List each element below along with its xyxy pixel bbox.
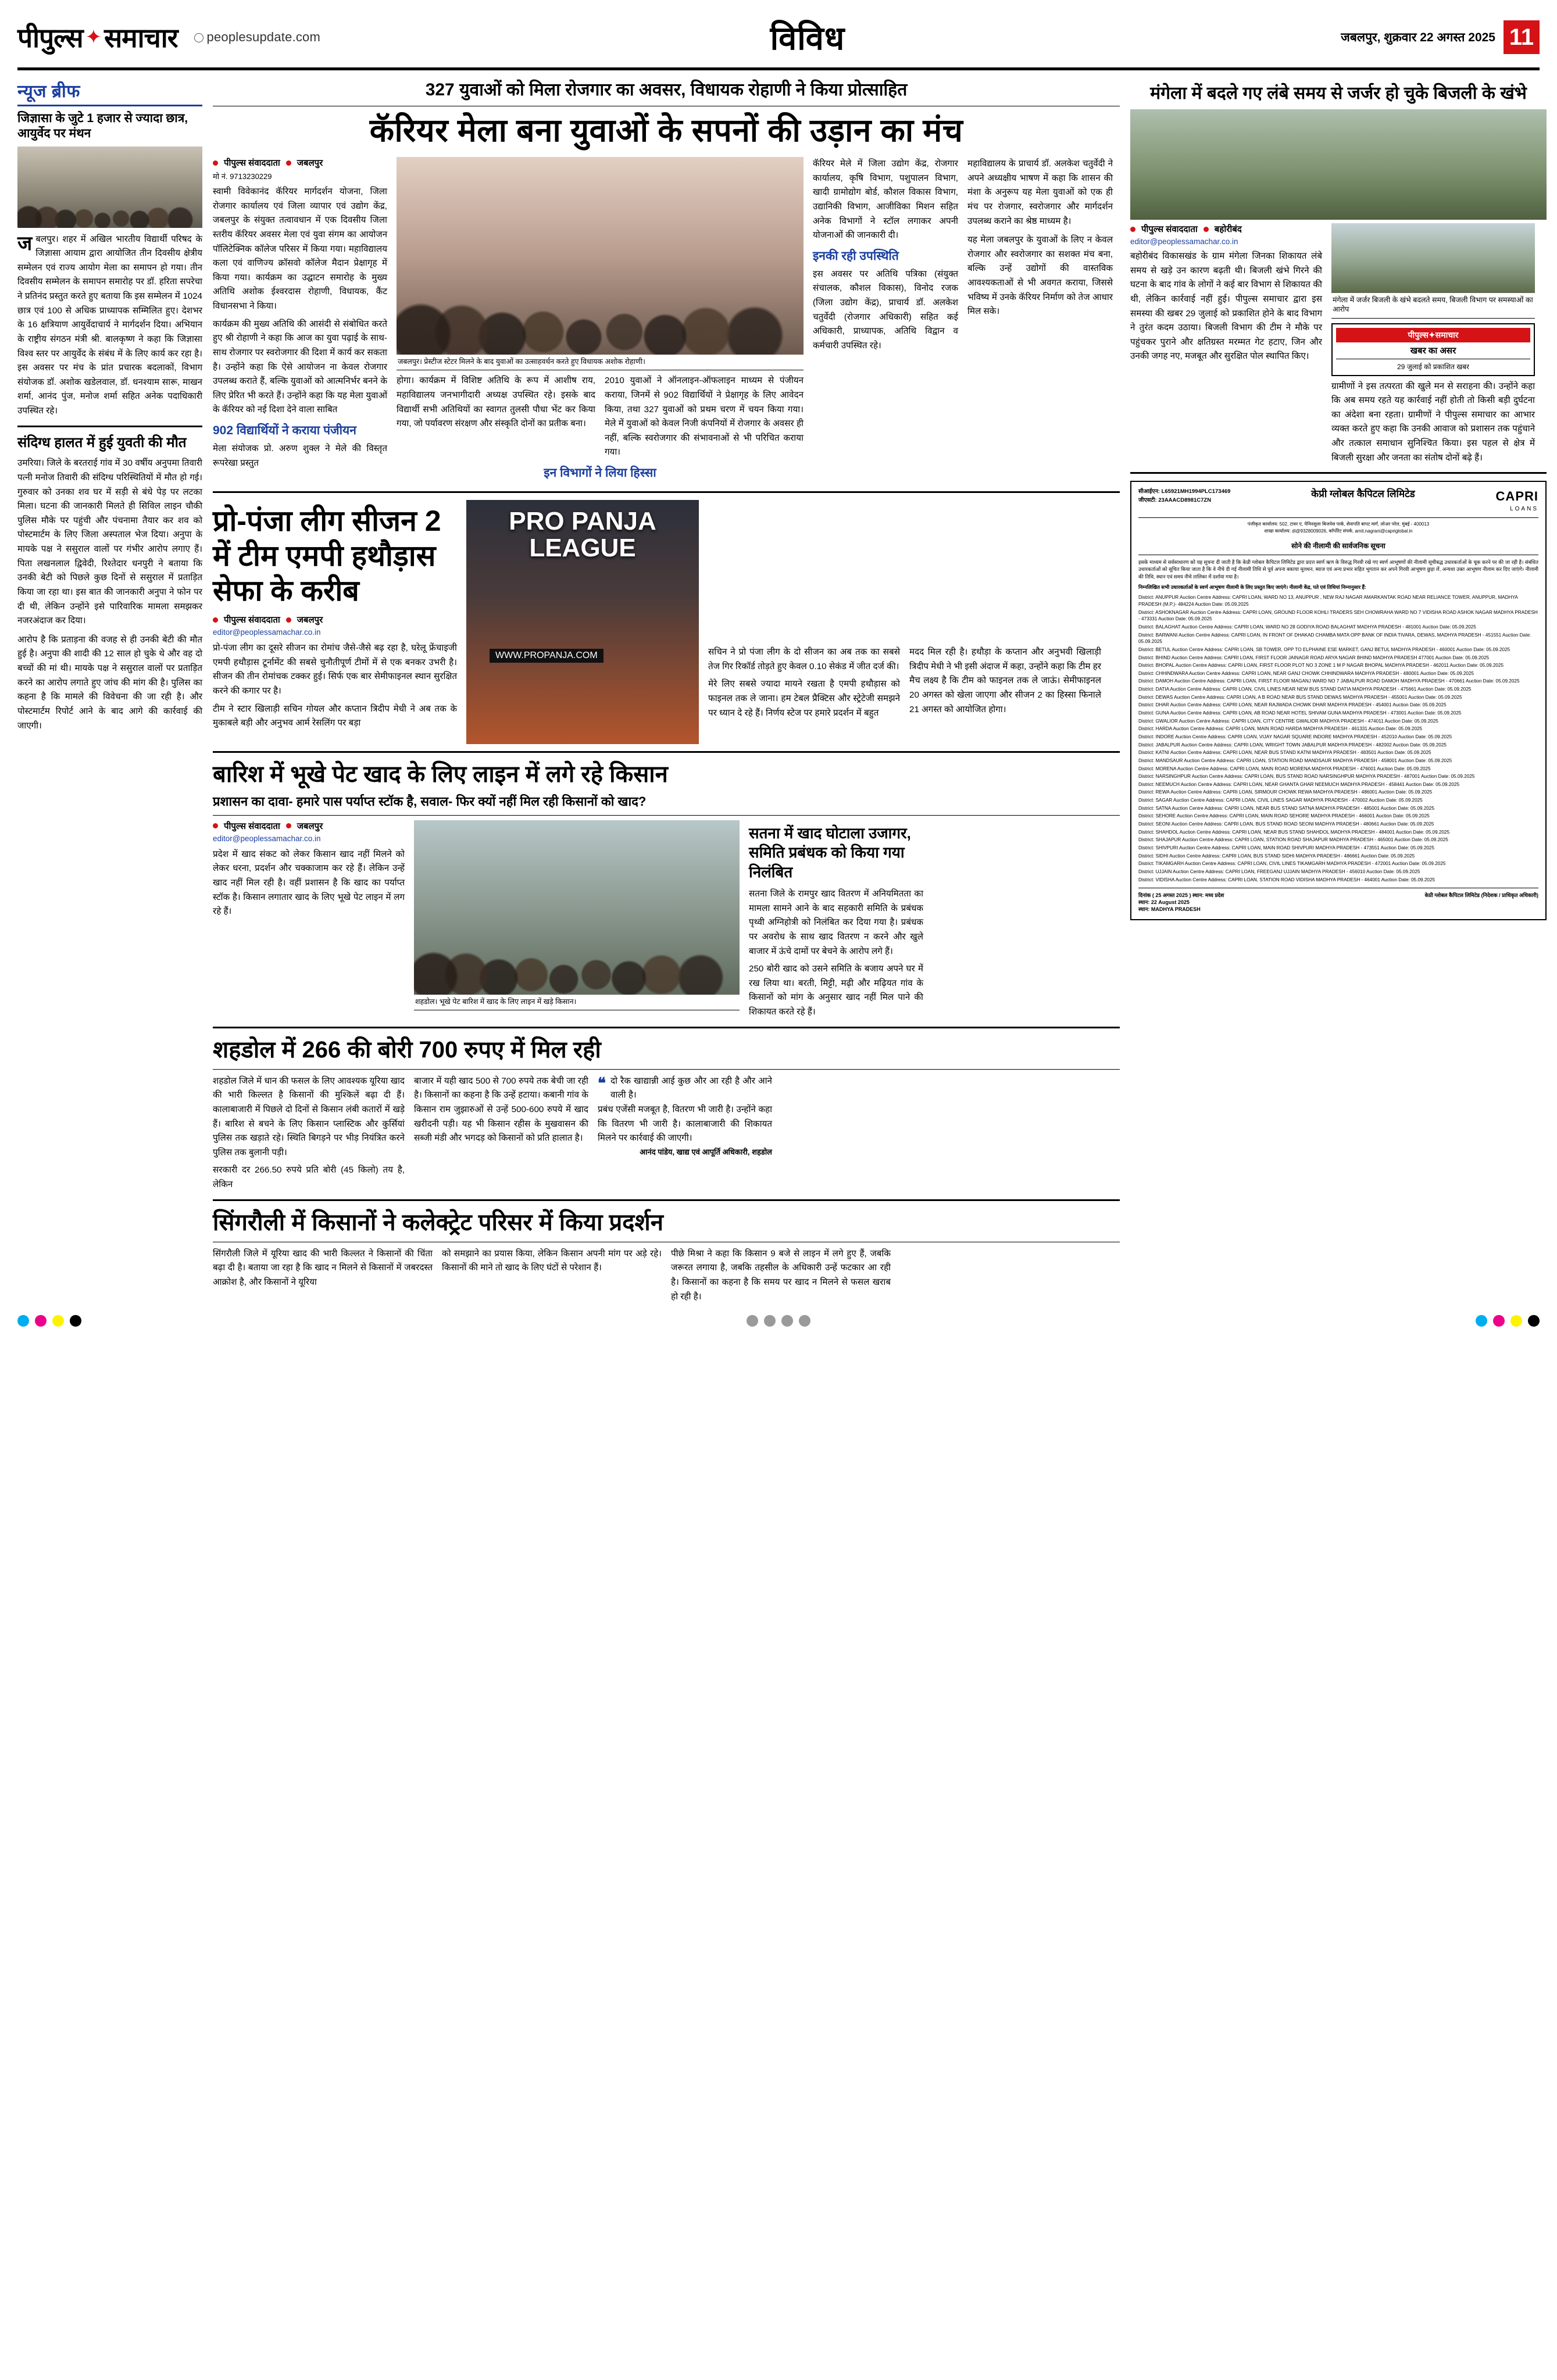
news-brief-heading: न्यूज ब्रीफ	[17, 78, 202, 106]
auction-entry: District: BHIND Auction Centre Address: CAPRI LOAN, FIRST FLOOR JAINAGR ROAD ARYA NAGAR BHIND MADHYA PRADESH 477001 Auction Date: 05.09.2025	[1138, 655, 1490, 660]
publication-logo[interactable]	[17, 19, 378, 55]
shahdol-headline: शहडोल में 266 की बोरी 700 रुपए में मिल रही	[213, 1037, 601, 1063]
propanja-body-p1: प्रो-पंजा लीग का दूसरे सीजन का रोमांच जैसे-जैसे बढ़ रहा है, घरेलू फ्रेंचाइजी एमपी हथौड़ास टूर्नामेंट की सबसे चुनौतीपूर्ण टीमों में से एक बनकर उभरी है। सीजन की तीन रोमांचक टक्कर हुई। सिर्फ एक बार सेमीफाइनल स्थान सुरक्षित करने की कगार पर है।	[213, 643, 457, 696]
shahdol-col-1	[213, 1074, 405, 1192]
auction-entry: District: KATNI Auction Centre Address: CAPRI LOAN, NEAR BUS STAND KATNI MADHYA PRADESH - 483501 Auction Date: 05.09.2025	[1138, 750, 1431, 756]
auction-entry: District: SEHORE Auction Centre Address: CAPRI LOAN, MAIN ROAD SEHORE MADHYA PRADESH - 466001 Auction Date: 05.09.2025	[1138, 813, 1430, 819]
auction-entry: District: SHAHDOL Auction Centre Address: CAPRI LOAN, NEAR BUS STAND SHAHDOL MADHYA PRADESH - 484001 Auction Date: 05.09.2025	[1138, 829, 1450, 835]
right-rail	[1130, 78, 1547, 1304]
auction-entry: District: MORENA Auction Centre Address: CAPRI LOAN, MAIN ROAD MORENA MADHYA PRADESH - 476001 Auction Date: 05.09.2025	[1138, 766, 1431, 771]
left-second-body-p2: आरोप है कि प्रताड़ना की वजह से ही उनकी बेटी की मौत हुई है। अनुपा की शादी की 12 साल हो चुके थे और वह दो बच्चों की मां थी। मायके पक्ष ने ससुराल वालों पर प्रताड़ित करने का आरोप लगाते हुए जांच की मांग की है। पुलिस का कहना है कि मामले की विवेचना की जा रही है। और पोस्टमार्टम रिपोर्ट आने के बाद आगे की कार्रवाई की जाएगी।	[17, 634, 202, 731]
main-principal-body: महाविद्यालय के प्राचार्य डॉ. अलकेश चतुर्वेदी ने अपने अध्यक्षीय भाषण में कहा कि शासन की मंशा के अनुरूप यह मेला युवाओं को एक ही मंच पर रोजगार, स्वरोजगार और मार्गदर्शन उपलब्ध कराने का श्रेष्ठ माध्यम है।	[967, 159, 1113, 226]
khad-col-3	[749, 820, 923, 1020]
right-byline-city: बहोरीबंद	[1214, 224, 1242, 234]
auction-entry: District: MANDSAUR Auction Centre Address: CAPRI LOAN, STATION ROAD MANDSAUR MADHYA PRADESH - 458001 Auction Date: 05.09.2025	[1138, 757, 1452, 763]
color-dot-cyan-2	[1476, 1315, 1487, 1327]
color-dot-cyan	[17, 1315, 29, 1327]
propanja-byline-mail[interactable]: editor@peoplessamachar.co.in	[213, 628, 321, 637]
logo-mark	[17, 19, 178, 55]
shahdol-body-p1: शहडोल जिले में धान की फसल के लिए आवश्यक यूरिया खाद की भारी किल्लत है किसानों की मुश्किलें बढ़ा दी हैं। कालाबाजारी में पिछले दो दिनों से किसान लंबी कतारों में खड़े हैं। बारिश से बचने के लिए किसान प्लास्टिक और कुर्सियां पुलिस तक खड़ाते रहे। स्थिति बिगड़ने पर भीड़ नियंत्रित करने पुलिस तक बुलानी पड़ी।	[213, 1075, 405, 1157]
main-dept-body: कॅरियर मेले में जिला उद्योग केंद्र, रोजगार कार्यालय, कृषि विभाग, पशुपालन विभाग, खादी ग्रामोद्योग बोर्ड, कौशल विकास विभाग, उद्यानिकी विभाग, आजीविका मिशन सहित अनेक विभागों ने स्टॉल लगाकर अपनी योजनाओं की जानकारी दी।	[813, 159, 958, 241]
ad-address-1: पंजीकृत कार्यालय: 502, टावर ए, पेनिनसुला बिजनेस पार्क, सेनापति बापट मार्ग, लोअर परेल, मुंबई - 400013	[1247, 521, 1430, 527]
color-dot-grey-3	[781, 1315, 793, 1327]
auction-entry: District: SATNA Auction Centre Address: CAPRI LOAN, NEAR BUS STAND SATNA MADHYA PRADESH - 485001 Auction Date: 05.09.2025	[1138, 805, 1435, 811]
color-dot-yellow-2	[1510, 1315, 1522, 1327]
left-rail	[17, 78, 202, 1304]
propanja-col-1	[213, 500, 457, 744]
website-url: peoplesupdate.com	[206, 30, 320, 44]
brand-box-title: पीपुल्स✦समाचार	[1336, 328, 1530, 342]
cin-label: सीआईएन:	[1138, 488, 1160, 495]
capri-logo-text: CAPRI	[1495, 489, 1538, 504]
right-photo-2	[1331, 223, 1535, 293]
auction-entry: District: REWA Auction Centre Address: CAPRI LOAN, SIRMOUR CHOWK REWA MADHYA PRADESH - 486001 Auction Date: 05.09.2025	[1138, 789, 1433, 795]
color-dot-grey-1	[747, 1315, 758, 1327]
auction-entry: District: SAGAR Auction Centre Address: CAPRI LOAN, CIVIL LINES SAGAR MADHYA PRADESH - 470002 Auction Date: 05.09.2025	[1138, 798, 1423, 803]
auction-entry: District: JABALPUR Auction Centre Address: CAPRI LOAN, WRIGHT TOWN JABALPUR MADHYA PRADESH - 482002 Auction Date: 05.09.2025	[1138, 742, 1447, 748]
khad-col-2	[414, 820, 740, 1020]
singrauli-col-2	[442, 1247, 662, 1305]
edition-date: जबलपुर, शुक्रवार 22 अगस्त 2025	[1341, 31, 1495, 44]
bullet-icon-8	[1204, 227, 1209, 232]
main-body-p3: होगा। कार्यक्रम में विशिष्ट अतिथि के रूप में आशीष राय, महाविद्यालय जनभागीदारी अध्यक्ष उपस्थित रहे। इसके बाद विद्यार्थी सभी अतिथियों का स्वागत तुलसी पौधा भेंट कर किया गया, जो पर्यावरण संरक्षण और संस्कृति दोनों का प्रतीक बना।	[397, 376, 595, 429]
right-body-p2: ग्रामीणों ने इस तत्परता की खुले मन से सराहना की। उन्होंने कहा कि अब समय रहते यह कार्रवाई नहीं होती तो किसी बड़ी दुर्घटना का अंदेशा बना रहता। ग्रामीणों ने पीपुल्स समाचार का आभार व्यक्त करते हुए कहा कि उनकी आवाज को प्रशासन तक पहुंचाने और तत्काल समाधान सुनिश्चित किया। इस पहल से क्षेत्र में बिजली सुरक्षा और जनता का संतोष दोनों बढ़े हैं।	[1331, 381, 1535, 463]
auction-entry: District: DATIA Auction Centre Address: CAPRI LOAN, CIVIL LINES NEAR NEW BUS STAND DATIA MADHYA PRADESH - 475661 Auction Date: 05.09.2025	[1138, 687, 1472, 692]
khad-headline: बारिश में भूखे पेट खाद के लिए लाइन में लगे रहे किसान	[213, 762, 668, 788]
auction-entry: District: ANUPPUR Auction Centre Address: CAPRI LOAN, WARD NO 13, ANUPPUR , NEW RAJ NAGAR AMARKANTAK ROAD NEAR RELIANCE TOWER, ANUPPUR, MADHYA PRADESH (M.P.)- 484224 Auction Date: 05.09.2025	[1138, 595, 1518, 607]
right-byline-mail[interactable]: editor@peoplessamachar.co.in	[1130, 237, 1238, 246]
propanja-body-p2: टीम ने स्टार खिलाड़ी सचिन गोयल और कप्तान त्रिदीप मेधी ने अब तक के मुकाबले बड़ी और अनुभव आर्म रेसलिंग पर बड़ा	[213, 703, 457, 728]
propanja-story	[213, 500, 1120, 744]
auction-entry: District: DAMOH Auction Centre Address: CAPRI LOAN, FIRST FLOOR MAGANJ WARD NO 7 JABALPUR ROAD DAMOH MADHYA PRADESH - 470661 Auction Date: 05.09.2025	[1138, 678, 1520, 684]
propanja-headline: प्रो-पंजा लीग सीजन 2 में टीम एमपी हथौड़ास सेफा के करीब	[213, 505, 441, 607]
bullet-icon	[213, 160, 218, 166]
khad-byline-mail[interactable]: editor@peoplessamachar.co.in	[213, 834, 321, 843]
singrauli-body-p2: को समझाने का प्रयास किया, लेकिन किसान अपनी मांग पर अड़े रहे। किसानों की माने तो खाद के लिए घंटों से परेशान हैं।	[442, 1248, 662, 1273]
ad-company-name: केप्री ग्लोबल कैपिटल लिमिटेड	[1311, 488, 1415, 500]
auction-entry: District: DHAR Auction Centre Address: CAPRI LOAN, NEAR RAJWADA CHOWK DHAR MADHYA PRADESH - 454001 Auction Date: 05.09.2025	[1138, 702, 1447, 708]
singrauli-story	[213, 1208, 1120, 1305]
main-photo	[397, 157, 804, 355]
auction-entry: District: NARSINGHPUR Auction Centre Address: CAPRI LOAN, BUS STAND ROAD NARSINGHPUR MADHYA PRADESH - 487001 Auction Date: 05.09.2025	[1138, 774, 1475, 780]
auction-entry: District: SHAJAPUR Auction Centre Address: CAPRI LOAN, STATION ROAD SHAJAPUR MADHYA PRADESH - 465001 Auction Date: 05.09.2025	[1138, 837, 1448, 843]
left-second-headline: संदिग्ध हालत में हुई युवती की मौत	[17, 434, 187, 451]
right-photo	[1130, 109, 1547, 220]
main-closing-body: यह मेला जबलपुर के युवाओं के लिए न केवल रोजगार और स्वरोजगार का सशक्त मंच बना, बल्कि उन्हें उद्योगों की वास्तविक आवश्यकताओं से भी अवगत कराया, जिससे भविष्य में उनके कॅरियर निर्माण को तेज आधार मिल सके।	[967, 235, 1113, 317]
page-number: 11	[1504, 20, 1540, 54]
bullet-icon-6	[286, 823, 291, 828]
right-byline-author: पीपुल्स संवाददाता	[1141, 224, 1198, 234]
main-body-p1: स्वामी विवेकानंद कॅरियर मार्गदर्शन योजना, जिला रोजगार कार्यालय एवं जिला व्यापार एवं उद्योग केंद्र, जबलपुर के संयुक्त तत्वावधान में एक दिवसीय जिला स्तरीय कॅरियर अवसर मेला एवं युवा संगम का आयोजन पॉलिटेक्निक कॉलेज परिसर में किया गया। महाविद्यालय कला एवं वाणिज्य क्रॉसवो कॉलेज मैदान प्रेक्षागृह में किया गया। कार्यक्रम का उद्घाटन समारोह के मुख्य अतिथि अशोक ईश्वरदास रोहाणी, विधायक, कैंट विधानसभा ने किया।	[213, 187, 387, 312]
khad-subheadline: प्रशासन का दावा- हमारे पास पर्याप्त स्टॉक है, सवाल- फिर क्यों नहीं मिल रही किसानों को खाद?	[213, 794, 647, 809]
bullet-icon-2	[286, 160, 291, 166]
ad-address-2: शाखा कार्यालय: dl@9328009026, कॉर्पोरेट संपर्क, amit.nagrani@capriglobal.in	[1264, 528, 1413, 534]
color-bar-right	[1032, 1315, 1540, 1327]
singrauli-body-p3: पीछे मिश्रा ने कहा कि किसान 9 बजे से लाइन में लगे हुए हैं, जबकि जरूरत लगाया है, जबकि तहसील के अधिकारी उन्हें फटकार आ रही है। किसानों का कहना है कि समय पर खाद न मिलने से फसल खराब हो रही है।	[671, 1248, 891, 1302]
main-col-2	[397, 157, 804, 484]
color-dot-grey-2	[764, 1315, 776, 1327]
left-second-body-p1: उमरिया। जिले के बरतराई गांव में 30 वर्षीय अनुपमा तिवारी पत्नी मनोज तिवारी की संदिग्ध परिस्थितियों में मौत हो गई। गुरुवार को उनका शव घर में सड़ी से बंधे पेड़ पर लटका मिला। घटना की जानकारी मिलते ही सिविल लाइन चौकी पुलिस मौके पर पहुंची और पंचनामा तैयार कर शव को पोस्टमार्टम के लिए जिला अस्पताल भेज दिया। अनुपा के मायके पक्ष ने ससुराल वालों पर गंभीर आरोप लगाए हैं। पिता लखनलाल द्विवेदी, रिश्तेदार धनपुरी ने बताया कि उनकी बेटी को पिछले कुछ दिनों से ससुराल में प्रताड़ित किया जा रहा था। इस बात की जानकारी अनुपा ने फोन पर दी थी, लेकिन उन्होंने इसे पारिवारिक मामला समझकर नजरअंदाज कर दिया।	[17, 458, 202, 626]
star-icon: ✦	[85, 26, 102, 48]
capri-auction-advertisement	[1130, 481, 1547, 920]
right-byline	[1130, 223, 1322, 235]
khad-story	[213, 760, 1120, 1020]
print-color-bar	[17, 1313, 1540, 1328]
ad-foot-date2: स्थान: 22 August 2025	[1138, 899, 1190, 906]
cin-value: L65921MH1994PLC173469	[1161, 488, 1231, 495]
ad-title: सोने की नीलामी की सार्वजनिक सूचना	[1138, 538, 1538, 555]
singrauli-col-1	[213, 1247, 433, 1305]
auction-entry: District: VIDISHA Auction Centre Address: CAPRI LOAN, STATION ROAD VIDISHA MADHYA PRADESH - 464001 Auction Date: 05.09.2025	[1138, 877, 1435, 882]
brand-box-note: 29 जुलाई को प्रकाशित खबर	[1397, 362, 1469, 371]
main-column	[213, 78, 1120, 1304]
propanja-photo	[466, 500, 699, 744]
auction-entry: District: GWALIOR Auction Centre Address: CAPRI LOAN, CITY CENTRE GWALIOR MADHYA PRADESH - 474011 Auction Date: 05.09.2025	[1138, 718, 1438, 724]
shahdol-quote-box	[598, 1074, 772, 1192]
auction-entry: District: GUNA Auction Centre Address: CAPRI LOAN, AB ROAD NEAR HOTEL SHIVAM GUNA MADHYA PRADESH - 473001 Auction Date: 05.09.2025	[1138, 710, 1462, 716]
left-lead-headline: जिज्ञासा के जुटे 1 हजार से ज्यादा छात्र, आयुर्वेद पर मंथन	[17, 112, 188, 141]
masthead	[17, 15, 1540, 70]
khad-byline-author: पीपुल्स संवाददाता	[224, 821, 280, 831]
main-byline	[213, 157, 387, 169]
ad-paragraph: इसके माध्यम से सर्वसाधारण को यह सूचना दी जाती है कि केप्री ग्लोबल कैपिटल लिमिटेड द्वारा प्रदत्त स्वर्ण ऋण के विरुद्ध गिरवी रखे गए स्वर्ण आभूषणों की नीलामी सूचीबद्ध उधारकर्ताओं के चूक करने पर की जा रही है। संबंधित उधारकर्ताओं को सूचित किया जाता है कि वे नीचे दी गई नीलामी तिथि से पूर्व अपना बकाया मूलधन, ब्याज एवं अन्य प्रभार सहित भुगतान कर अपने गिरवी आभूषण छुड़ा लें, अन्यथा उक्त आभूषण नीलाम कर दिए जाएंगे। नीलामी की तिथि, स्थान एवं समय नीचे तालिका में दर्शाया गया है।	[1138, 559, 1538, 580]
auction-entry: District: SEONI Auction Centre Address: CAPRI LOAN, BUS STAND ROAD SEONI MADHYA PRADESH - 480661 Auction Date: 05.09.2025	[1138, 821, 1434, 827]
right-col-2	[1331, 223, 1535, 465]
auction-entry: District: TIKAMGARH Auction Centre Address: CAPRI LOAN, CIVIL LINES TIKAMGARH MADHYA PRADESH - 472001 Auction Date: 05.09.2025	[1138, 861, 1446, 867]
color-dot-black-2	[1528, 1315, 1540, 1327]
propanja-photo-text: PRO PANJA LEAGUE	[509, 507, 656, 563]
color-dot-yellow	[52, 1315, 64, 1327]
shahdol-quote-p1: दो रैक खाद्यान्नी आई कुछ और आ रही है और आने वाली है।	[610, 1075, 772, 1100]
page-content	[17, 70, 1540, 1304]
bullet-icon-4	[286, 617, 291, 623]
main-col-4	[967, 157, 1113, 484]
main-body-902: मेला संयोजक प्रो. अरुण शुक्ल ने मेले की विस्तृत रूपरेखा प्रस्तुत	[213, 444, 387, 468]
main-presence-body: इस अवसर पर अतिथि पत्रिका (संयुक्त संचालक, कौशल विकास), विनोद रजक (जिला उद्योग केंद्र), प्राचार्य डॉ. अलकेश चतुर्वेदी (रोजगार अधिकारी) सहित कई अधिकारी, प्राध्यापक, अतिथि विद्वान व कर्मचारी उपस्थित रहे।	[813, 269, 958, 351]
color-dot-magenta-2	[1493, 1315, 1505, 1327]
right-photo-caption: मंगेला में जर्जर बिजली के खंभे बदलते समय, बिजली विभाग पर समस्याओं का आरोप	[1331, 293, 1535, 319]
khad-photo	[414, 820, 740, 995]
main-headline: कॅरियर मेला बना युवाओं के सपनों की उड़ान का मंच	[369, 112, 963, 148]
auction-entry: District: NEEMUCH Auction Centre Address: CAPRI LOAN, NEAR GHANTA GHAR NEEMUCH MADHYA PRADESH - 458441 Auction Date: 05.09.2025	[1138, 781, 1460, 787]
propanja-col-2	[466, 500, 699, 744]
khad-col-1	[213, 820, 405, 1020]
singrauli-col-4	[900, 1247, 1120, 1305]
auction-entry: District: BHOPAL Auction Centre Address: CAPRI LOAN, FIRST FLOOR PLOT NO 3 ZONE 1 M P NAGAR BHOPAL MADHYA PRADESH - 462011 Auction Date: 05.09.2025	[1138, 663, 1504, 669]
singrauli-col-3	[671, 1247, 891, 1305]
propanja-body-p5: मदद मिल रही है। हथौड़ा के कप्तान और अनुभवी खिलाड़ी त्रिदीप मेधी ने भी इसी अंदाज में कहा, उन्होंने कहा कि टीम हर मैच लक्ष्य है कि टीम को फाइनल तक ले जाऊं। सेमीफाइनल 20 अगस्त को खेला जाएगा और सीजन 2 का हिस्सा फिनाले 21 अगस्त को आयोजित होगा।	[909, 647, 1101, 714]
auction-entry: District: SHIVPURI Auction Centre Address: CAPRI LOAN, MAIN ROAD SHIVPURI MADHYA PRADESH - 473551 Auction Date: 05.09.2025	[1138, 845, 1435, 850]
section-title: विविध	[770, 20, 845, 56]
khad-byline	[213, 820, 405, 832]
auction-entry: District: BALAGHAT Auction Centre Address: CAPRI LOAN, WARD NO 28 GODIYA ROAD BALAGHAT MADHYA PRADESH - 481001 Auction Date: 05.09.2025	[1138, 624, 1476, 630]
ad-note: निम्नलिखित सभी उधारकर्ताओं के स्वर्ण आभूषण नीलामी के लिए प्रस्तुत किए जाएंगे। नीलामी केंद्र, पते एवं तिथियां निम्नानुसार हैं:	[1138, 584, 1366, 590]
auction-entry: District: UJJAIN Auction Centre Address: CAPRI LOAN, FREEGANJ UJJAIN MADHYA PRADESH - 456010 Auction Date: 05.09.2025	[1138, 869, 1420, 874]
ad-foot-date: दिनांक ( 25 अगस्त 2025 ) स्थान: मध्य प्रदेश	[1138, 892, 1224, 899]
ad-header	[1138, 488, 1538, 518]
auction-entry: District: BARWANI Auction Centre Address: CAPRI LOAN, IN FRONT OF DHAKAD CHAMBA MATA OPP BANK OF INDIA TIVARA, DEWAS, MADHYA PRADESH - 451551 Auction Date: 05.09.2025	[1138, 632, 1531, 645]
ad-auction-list	[1138, 594, 1538, 883]
auction-entry: District: CHHINDWARA Auction Centre Address: CAPRI LOAN, NEAR GANJ CHOWK CHHINDWARA MADHYA PRADESH - 480001 Auction Date: 05.09.2025	[1138, 670, 1474, 676]
ad-foot-signature: केप्री ग्लोबल कैपिटल लिमिटेड (निदेशक / प्राधिकृत अधिकारी)	[1424, 892, 1538, 899]
auction-entry: District: DEWAS Auction Centre Address: CAPRI LOAN, A B ROAD NEAR BUS STAND DEWAS MADHYA PRADESH - 455001 Auction Date: 05.09.2025	[1138, 694, 1462, 700]
bullet-icon-5	[213, 823, 218, 828]
khad-byline-city: जबलपुर	[297, 821, 323, 831]
right-body-p1: बहोरीबंद विकासखंड के ग्राम मंगेला जिनका शिकायत लंबे समय से खड़े उन कारण बढ़ती थी। बिजली खंभे गिरने की घटना के बाद गांव के लोगों ने कई बार विभाग से शिकायत की थी, लेकिन कार्रवाई नहीं हुई। पीपुल्स समाचार द्वारा इस समस्या की खबर 29 जुलाई को प्रकाशित होने के बाद विभाग ने तुरंत कदम उठाया। बिजली विभाग की टीम ने मौके पर पहुंचकर पुराने और क्षतिग्रस्त मरम्मत गेट हटाए, जिन और उनकी जगह नए, मजबूत और सुरक्षित पोल स्थापित किए।	[1130, 251, 1322, 362]
auction-entry: District: BETUL Auction Centre Address: CAPRI LOAN, SB TOWER, OPP TO ELPHAINE ESE MARKET, GANJ BETUL MADHYA PRADESH - 460001 Auction Date: 05.09.2025	[1138, 646, 1510, 652]
propanja-byline-city: जबलपुर	[297, 615, 323, 626]
right-headline: मंगेला में बदले गए लंबे समय से जर्जर हो चुके बिजली के खंभे	[1150, 84, 1527, 103]
quote-icon: ❝	[598, 1074, 606, 1092]
propanja-body-p4: मेरे लिए सबसे ज्यादा मायने रखता है एमपी हथौड़ास को फाइनल तक ले जाना। हम टेबल प्रैक्टिस और स्ट्रेटेजी समझने पर ध्यान दे रहे हैं। निर्णय स्टेज पर हमारे प्रदर्शन में बहुत	[708, 679, 900, 718]
globe-icon	[194, 33, 203, 42]
logo-second-text: समाचार	[104, 23, 178, 53]
shahdol-col-4	[781, 1074, 921, 1192]
auction-entry: District: SIDHI Auction Centre Address: CAPRI LOAN, BUS STAND SIDHI MADHYA PRADESH - 486661 Auction Date: 05.09.2025	[1138, 853, 1415, 859]
auction-entry: District: HARDA Auction Centre Address: CAPRI LOAN, MAIN ROAD HARDA MADHYA PRADESH - 461331 Auction Date: 05.09.2025	[1138, 726, 1423, 732]
satna-body-p1: सतना जिले के रामपुर खाद वितरण में अनियमितता का मामला सामने आने के बाद सहकारी समिति के प्रबंधक पृथ्वी अग्निहोत्री को निलंबित कर दिया गया है। प्रबंधक पर अवरोध के साथ खाद वितरण न करने और खुले बाजार में ऊंचे दामों पर बेचने के आरोप लगे हैं।	[749, 889, 923, 956]
color-dot-magenta	[35, 1315, 47, 1327]
byline-city: जबलपुर	[297, 158, 323, 169]
shahdol-body-p2: सरकारी दर 266.50 रुपये प्रति बोरी (45 किलो) तय है, लेकिन	[213, 1165, 405, 1190]
byline-mobile: मो नं. 9713230229	[213, 172, 272, 181]
shahdol-quote-p2: प्रबंध एजेंसी मजबूत है, वितरण भी जारी है। उन्होंने कहा कि वितरण भी जारी है। कालाबाजारी की शिकायत मिलने पर कार्रवाई की जाएगी।	[598, 1104, 772, 1143]
shahdol-story	[213, 1035, 1120, 1192]
dept-subhead: इन विभागों ने लिया हिस्सा	[544, 466, 656, 480]
main-col-3	[813, 157, 958, 484]
propanja-body-p3: सचिन ने प्रो पंजा लीग के दो सीजन का अब तक का सबसे तेज गिर रिकॉर्ड तोड़ते हुए केवल 0.10 सेकंड में जीत दर्ज की।	[708, 647, 900, 671]
presence-subhead: इनकी रही उपस्थिति	[813, 249, 899, 263]
website-url-block[interactable]	[194, 30, 320, 45]
capri-logo	[1496, 488, 1538, 513]
propanja-photo-url: WWW.PROPANJA.COM	[490, 649, 603, 663]
auction-entry: District: ASHOKNAGAR Auction Centre Address: CAPRI LOAN, GROUND FLOOR KOHLI TRADERS SEH CHOWRAHA WARD NO 7 VIDISHA ROAD ASHOK NAGAR MADHYA PRADESH - 473331 Auction Date: 05.09.2025	[1138, 609, 1538, 622]
color-dot-grey-4	[799, 1315, 810, 1327]
propanja-col-3	[708, 500, 900, 744]
propanja-byline	[213, 614, 457, 626]
color-dot-black	[70, 1315, 81, 1327]
ad-identifiers	[1138, 488, 1230, 505]
brand-box-sub: खबर का असर	[1336, 342, 1530, 359]
date-block	[1237, 20, 1540, 54]
main-body-p2: कार्यक्रम की मुख्य अतिथि की आसंदी से संबोधित करते हुए श्री रोहाणी ने कहा कि आज का युवा पढ़ाई के साथ-साथ रोजगार पर स्वरोजगार की दिशा में कार्य कर सकता है। उन्होंने कहा कि ऐसे आयोजन ना केवल रोजगार उपलब्ध कराते हैं, बल्कि युवाओं को आत्मनिर्भर बनने के लिए प्रेरित भी करते हैं। उन्होंने कहा कि यह मेला युवाओं के कॅरियर को नई दिशा देने वाला साबित	[213, 319, 387, 415]
ad-footer	[1138, 888, 1538, 913]
shahdol-body-p3: बाजार में यही खाद 500 से 700 रुपये तक बेची जा रही है। किसानों का कहना है कि उन्हें हटाया। कबानी गांव के किसान राम जुझारुओं से उन्हें 500-600 रुपये में खाद खरीदनी पड़ी। यह भी किसान रहीस के मुखवासन की सब्जी मंडी और भगदड़ को किसानों को प्रति हालात है।	[414, 1075, 588, 1143]
main-body-p4: 2010 युवाओं ने ऑनलाइन-ऑफलाइन माध्यम से पंजीयन कराया, जिनमें से 902 विद्यार्थियों ने प्रेक्षागृह के लिए आवेदन किया, तथा 327 युवाओं को प्रथम चरण में चयन किया गया। मेले में युवाओं को केवल निजी कंपनियों में रोजगार के अवसर ही नहीं, बल्कि स्वरोजगार की संभावनाओं से भी परिचित कराया गया।	[605, 376, 804, 458]
bullet-icon-3	[213, 617, 218, 623]
color-bar-center	[525, 1315, 1033, 1327]
right-col-1	[1130, 223, 1322, 465]
auction-entry: District: INDORE Auction Centre Address: CAPRI LOAN, VIJAY NAGAR SQUARE INDORE MADHYA PRADESH - 452010 Auction Date: 05.09.2025	[1138, 734, 1452, 739]
satna-subhead: सतना में खाद घोटाला उजागर, समिति प्रबंधक को किया गया निलंबित	[749, 824, 911, 881]
left-lead-body: जबलपुर। शहर में अखिल भारतीय विद्यार्थी परिषद के जिज्ञासा आयाम द्वारा आयोजित तीन दिवसीय क्षेत्रीय सम्मेलन एवं राज्य आयोग मेला का समापन हो गया। तीन दिवसीय सम्मेलन के समापन समारोह पर डॉ. हरिता सपरेचा ने प्रतिनंद प्रस्तुत करते हुए बताया कि इस सम्मेलन में 1024 छात्र एवं 100 से अधिक प्राध्यापक सम्मिलित हुए। देशभर के 16 क्षत्रियाण आयुर्वेदाचार्य ने मार्गदर्शन दिया। अभियान के राष्ट्रीय संगठन मंत्री श्री. बालकृष्ण ने कहा कि जिज्ञासा विश्व स्तर पर आयुर्वेद के संबंध में के लिए कार्य कर रहा है। इस अवसर पर मंच के प्रांत प्रचारक बदलाकों, विभाग संयोजक डॉ. अशोक खडेलवाल, डॉ. धनश्याम सारू, माखन शर्मा, आनंद पुंज, मनोज शर्मा सहित अनेक पदाधिकारी उपस्थित रहे।	[17, 232, 202, 416]
khabar-ka-asar-box	[1331, 323, 1535, 376]
gst-label: जीएसटी:	[1138, 496, 1157, 503]
main-col-2b	[605, 374, 804, 460]
main-photo-caption: जबलपुर। प्रेस्टीज स्टेटर मिलने के बाद युवाओं का उत्साहवर्धन करते हुए विधायक अशोक रोहाणी।	[397, 355, 804, 370]
propanja-byline-author: पीपुल्स संवाददाता	[224, 615, 280, 626]
khad-body-p1: प्रदेश में खाद संकट को लेकर किसान खाद नहीं मिलने को लेकर धरना, प्रदर्शन और चक्काजाम कर रहे हैं। लेकिन उन्हें खाद नहीं मिल रही है। वहीं प्रशासन है कि खाद का पर्याप्त स्टॉक है। किसान लगातार खाद के लिए भूखे पेट लाइन में लग रहे हैं।	[213, 849, 405, 917]
main-kicker: 327 युवाओं को मिला रोजगार का अवसर, विधायक रोहाणी ने किया प्रोत्साहित	[425, 80, 908, 99]
logo-main-text: पीपुल्स	[17, 23, 83, 53]
main-col-1	[213, 157, 387, 484]
color-bar-left	[17, 1315, 525, 1327]
shahdol-col-2	[414, 1074, 588, 1192]
shahdol-quote-author: आनंद पांडेय, खाद्य एवं आपूर्ति अधिकारी, शहडोल	[640, 1147, 772, 1156]
ad-foot-place: स्थान: MADHYA PRADESH	[1138, 906, 1201, 913]
left-lead-photo	[17, 146, 202, 228]
singrauli-body-p1: सिंगरौली जिले में यूरिया खाद की भारी किल्लत ने किसानों की चिंता बढ़ा दी है। बताया जा रहा है कि खाद न मिलने से किसानों में जबरदस्त आक्रोश है, और किसानों ने यूरिया	[213, 1248, 433, 1287]
subhead-902: 902 विद्यार्थियों ने कराया पंजीयन	[213, 424, 356, 438]
propanja-col-4	[909, 500, 1101, 744]
satna-body-p2: 250 बोरी खाद को उसने समिति के बजाय अपने घर में रख लिया था। बरती, मिट्टी, मढ़ी और मढ़ियत गांव के किसानों को मांग के अनुसार खाद नहीं मिल पाने की शिकायत करते रहे हैं।	[749, 964, 923, 1017]
main-col-2a	[397, 374, 595, 460]
main-story-columns	[213, 157, 1120, 484]
singrauli-headline: सिंगरौली में किसानों ने कलेक्ट्रेट परिसर में किया प्रदर्शन	[213, 1209, 663, 1235]
byline-author: पीपुल्स संवाददाता	[224, 158, 280, 169]
khad-photo-caption: शहडोल। भूखे पेट बारिश में खाद के लिए लाइन में खड़े किसान।	[414, 995, 740, 1010]
gst-value: 23AAACD8981C7ZN	[1158, 496, 1212, 503]
capri-logo-sub: LOANS	[1510, 505, 1538, 512]
bullet-icon-7	[1130, 227, 1135, 232]
